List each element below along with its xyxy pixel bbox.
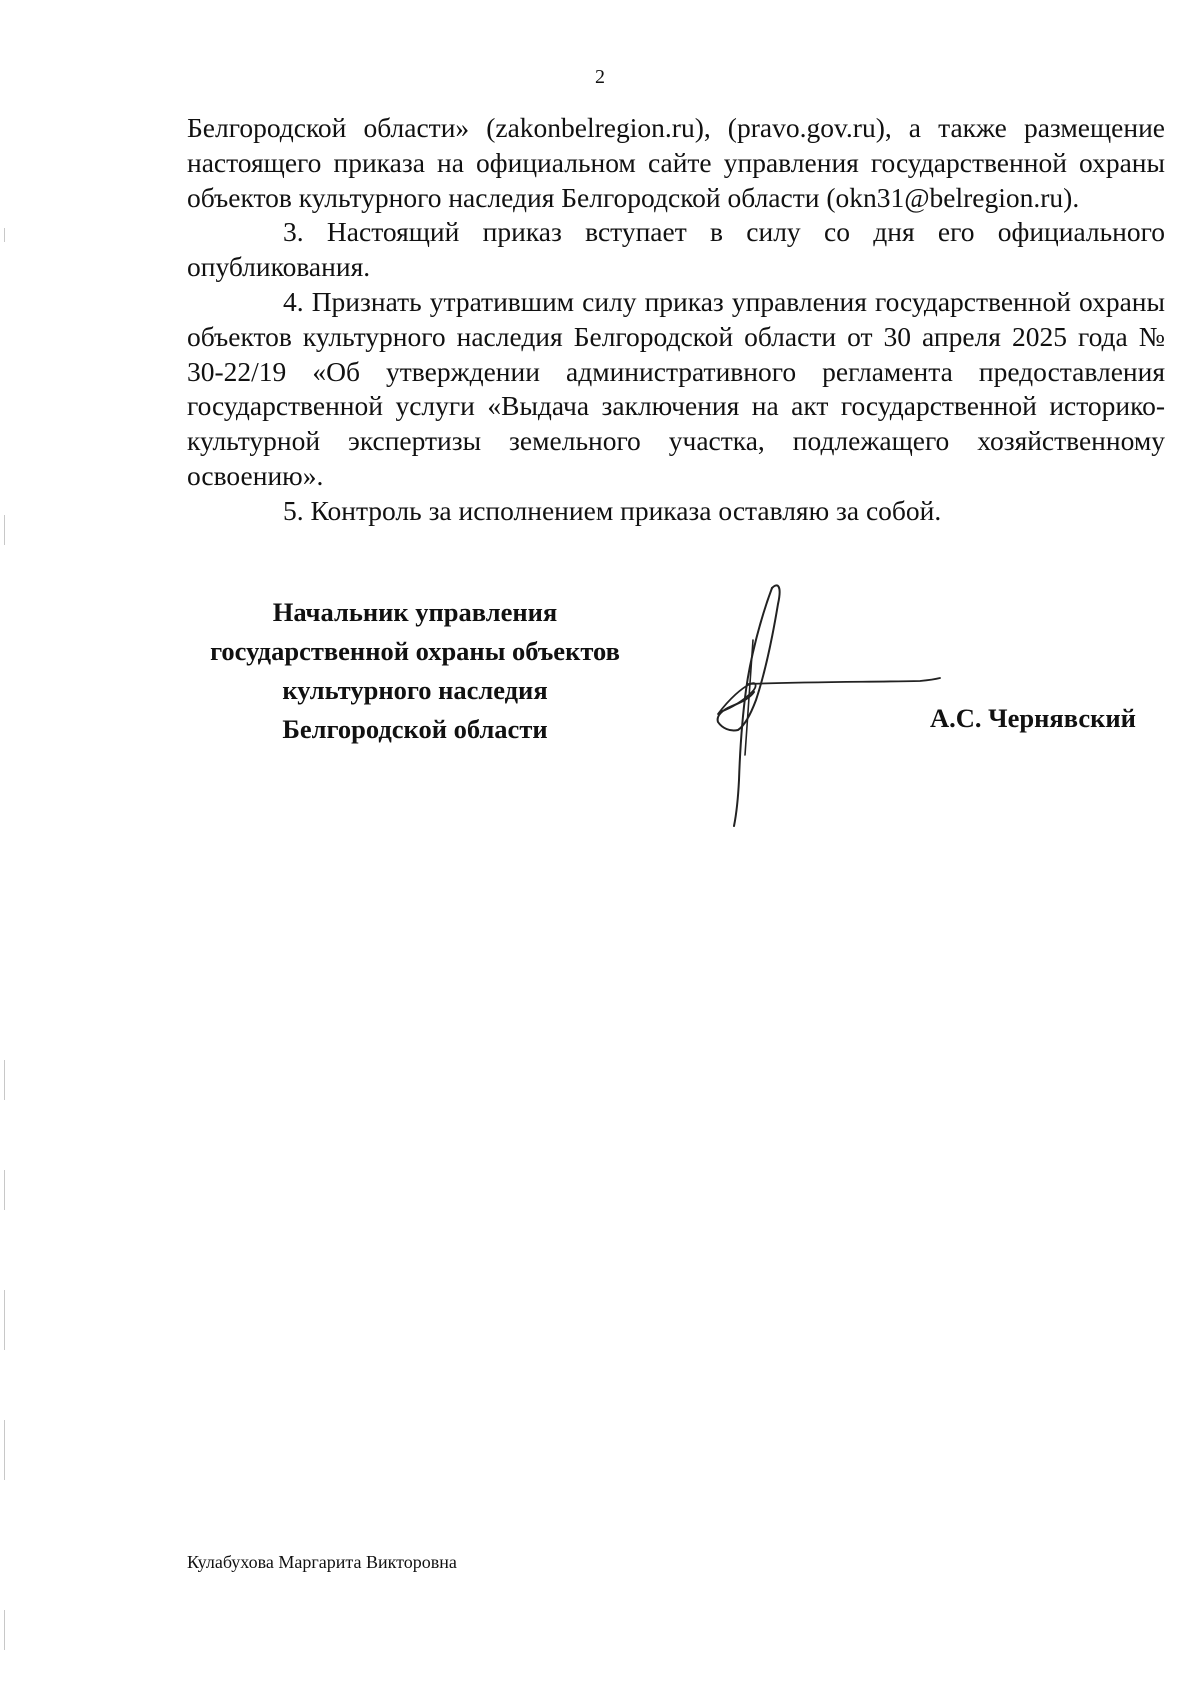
paragraph-publication: Белгородской области» (zakonbelregion.ru), (pravo.gov.ru), а также размещение настоящего приказа на официальном сайте управления государственной охраны объектов культурного наследия Белгородской области (okn31@belregion.ru). bbox=[187, 112, 1165, 213]
scan-edge-mark bbox=[4, 1170, 5, 1210]
document-body bbox=[187, 111, 1165, 529]
handwritten-signature bbox=[690, 580, 950, 830]
page-number: 2 bbox=[595, 66, 605, 88]
scan-edge-mark bbox=[4, 1610, 5, 1650]
paragraph-item-5: 5. Контроль за исполнением приказа оставляю за собой. bbox=[283, 494, 942, 526]
scan-edge-mark bbox=[4, 1420, 5, 1480]
position-line: государственной охраны объектов bbox=[210, 636, 620, 666]
scan-edge-mark bbox=[4, 515, 5, 545]
position-line: Начальник управления bbox=[272, 597, 558, 627]
signer-name: А.С. Чернявский bbox=[930, 703, 1136, 733]
position-line: Белгородской области bbox=[282, 714, 548, 744]
paragraph-item-3: 3. Настоящий приказ вступает в силу со дня его официального опубликования. bbox=[187, 216, 1165, 283]
executor-name: Кулабухова Маргарита Викторовна bbox=[187, 1552, 457, 1572]
scan-edge-mark bbox=[4, 1290, 5, 1350]
position-line: культурного наследия bbox=[282, 675, 548, 705]
scan-edge-mark bbox=[4, 1060, 5, 1100]
signatory-position bbox=[165, 593, 665, 749]
scan-edge-mark bbox=[4, 228, 5, 242]
paragraph-item-4: 4. Признать утратившим силу приказ управления государственной охраны объектов культурного наследия Белгородской области от 30 апреля 2025 года № 30-22/19 «Об утверждении административного регламента предоставления государственной услуги «Выдача заключения на акт государственной историко-культурной экспертизы земельного участка, подлежащего хозяйственному освоению». bbox=[187, 285, 1165, 491]
